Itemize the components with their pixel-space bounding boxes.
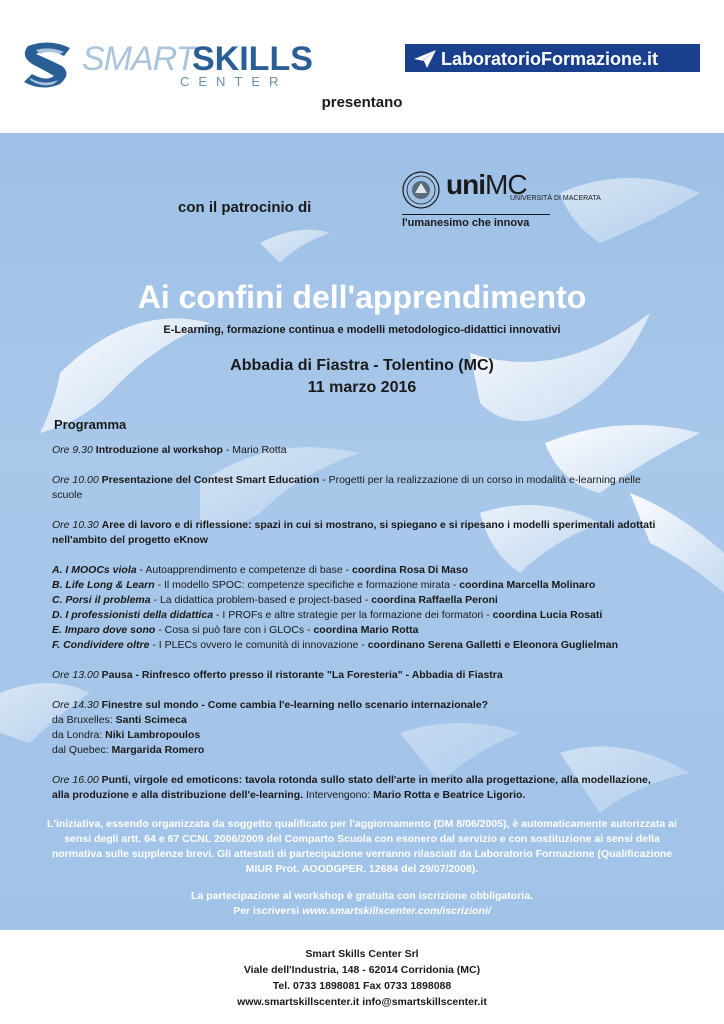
- program-rest: - Mario Rotta: [222, 444, 287, 456]
- speaker-name: Margarida Romero: [111, 744, 205, 756]
- speaker-name: Santi Scimeca: [115, 714, 187, 726]
- unimc-motto: l'umanesimo che innova: [402, 217, 530, 229]
- header: [0, 0, 724, 133]
- program-rest: - Progetti per la realizzazione di un corso in modalità e-learning nelle scuole: [52, 474, 641, 501]
- footer: [0, 930, 724, 1024]
- registration-prefix: Per iscriversi: [233, 905, 303, 917]
- ssc-center-text: CENTER: [180, 74, 288, 89]
- program-title: Finestre sul mondo - Come cambia l'e-learning nello scenario internazionale?: [101, 699, 489, 711]
- unimc-logo: [400, 169, 601, 233]
- registration-link-line: [40, 904, 684, 919]
- event-date: 11 marzo 2016: [307, 379, 417, 396]
- program-title: Presentazione del Contest Smart Education: [101, 474, 320, 486]
- footer-company: Smart Skills Center Srl: [305, 948, 419, 960]
- ssc-skills-text: SKILLS: [192, 40, 313, 78]
- workshop-desc: - Il modello SPOC: competenze specifiche e formazione mirata -: [154, 579, 460, 591]
- registration-notice: [40, 889, 684, 919]
- workshop-desc: - I PROFs e altre strategie per la formazione dei formatori -: [213, 609, 493, 621]
- workshop-code: B. Life Long & Learn: [52, 579, 155, 591]
- workshop-desc: - I PLECs ovvero le comunità di innovazione -: [149, 639, 368, 651]
- workshop-coord: coordinano Serena Galletti e Eleonora Guglielman: [367, 639, 619, 651]
- programma-heading: Programma: [54, 417, 127, 432]
- program-title: Aree di lavoro e di riflessione: spazi in cui si mostrano, si spiegano e si ripesano i modelli sperimentali adottati nell'ambito del progetto eKnow: [52, 519, 656, 546]
- workshop-coord: coordina Marcella Molinaro: [459, 579, 596, 591]
- program-time: Ore 10.30: [52, 519, 99, 531]
- paper-plane-icon: [413, 48, 437, 70]
- main-content: [0, 133, 724, 930]
- workshop-desc: - La didattica problem-based e project-based -: [150, 594, 372, 606]
- event-subtitle: E-Learning, formazione continua e modelli metodologico-didattici innovativi: [163, 324, 561, 336]
- footer-phone: Tel. 0733 1898081 Fax 0733 1898088: [272, 980, 452, 992]
- laboratorio-formazione-text: LaboratorioFormazione.it: [441, 49, 659, 69]
- speaker-row: [52, 728, 662, 743]
- program-time: Ore 14.30: [52, 699, 99, 711]
- workshop-row: [52, 563, 662, 578]
- program-time: Ore 13.00: [52, 669, 99, 681]
- unimc-name-light: MC: [485, 169, 527, 200]
- program-item-tavola: [52, 773, 662, 803]
- program-time: Ore 16.00: [52, 774, 99, 786]
- footer-address: Viale dell'Industria, 148 - 62014 Corridonia (MC): [243, 964, 481, 976]
- program-item: [52, 443, 662, 458]
- workshop-code: C. Porsi il problema: [52, 594, 151, 606]
- program-item-finestre: [52, 698, 662, 758]
- workshop-list: [52, 563, 662, 653]
- program-time: Ore 10.00: [52, 474, 99, 486]
- registration-line: La partecipazione al workshop è gratuita con iscrizione obbligatoria.: [191, 890, 533, 902]
- program-title: Punti, virgole ed emoticons: tavola rotonda sullo stato dell'arte in merito alla progettazione, alla modellazione, alla produzione e alla distribuzione dell'e-learning.: [52, 774, 651, 801]
- university-seal-icon: [402, 171, 440, 209]
- workshop-coord: coordina Mario Rotta: [313, 624, 419, 636]
- speaker-from: da Londra:: [52, 729, 106, 741]
- ssc-smart-text: SMART: [82, 40, 196, 78]
- unimc-subtitle: UNIVERSITÀ DI MACERATA: [510, 195, 601, 202]
- workshop-coord: coordina Rosa Di Maso: [352, 564, 469, 576]
- program-item: [52, 473, 662, 503]
- workshop-coord: coordina Raffaella Peroni: [371, 594, 498, 606]
- speaker-row: [52, 713, 662, 728]
- accreditation-notice: L'iniziativa, essendo organizzata da soggetto qualificato per l'aggiornamento (DM 8/06/2005), è automaticamente autorizzata ai sensi degli artt. 64 e 67 CCNL 2006/2009 del Comparto Scuola con esonero dal servizio e con sostituzione ai sensi della normativa sulle supplenze brevi. Gli attestati di partecipazione verranno rilasciati da Laboratorio Formazione (Qualificazione MIUR Prot. AOODGPER. 12684 del 29/07/2008).: [47, 818, 677, 875]
- workshop-desc: - Cosa si può fare con i GLOCs -: [155, 624, 314, 636]
- intervengono-names: Mario Rotta e Beatrice Ligorio.: [373, 789, 526, 801]
- unimc-name-bold: uni: [446, 169, 485, 200]
- workshop-row: [52, 593, 662, 608]
- workshop-code: E. Imparo dove sono: [52, 624, 156, 636]
- smartskills-logo-icon: [20, 40, 76, 90]
- program-title: Pausa - Rinfresco offerto presso il ristorante "La Foresteria" - Abbadia di Fiastra: [101, 669, 503, 681]
- footer-web[interactable]: www.smartskillscenter.it info@smartskillscenter.it: [237, 996, 487, 1008]
- workshop-code: F. Condividere oltre: [52, 639, 150, 651]
- workshop-row: [52, 608, 662, 623]
- program-list: [52, 443, 662, 818]
- unimc-divider: [402, 214, 550, 215]
- presentano-text: presentano: [321, 94, 403, 111]
- speaker-name: Niki Lambropoulos: [105, 729, 201, 741]
- event-place: Abbadia di Fiastra - Tolentino (MC): [230, 357, 494, 374]
- speaker-row: [52, 743, 662, 758]
- program-time: Ore 9.30: [52, 444, 93, 456]
- event-title: Ai confini dell'apprendimento: [137, 279, 587, 315]
- speaker-from: dal Quebec:: [52, 744, 112, 756]
- patrocinio-label: con il patrocinio di: [178, 199, 312, 216]
- workshop-row: [52, 578, 662, 593]
- speaker-from: da Bruxelles:: [52, 714, 116, 726]
- workshop-row: [52, 638, 662, 653]
- workshop-row: [52, 623, 662, 638]
- registration-link[interactable]: www.smartskillscenter.com/iscrizioni/: [302, 905, 491, 917]
- workshop-desc: - Autoapprendimento e competenze di base -: [136, 564, 352, 576]
- smart-skills-center-logo: [20, 40, 313, 90]
- program-item-pausa: [52, 668, 662, 683]
- program-title: Introduzione al workshop: [95, 444, 223, 456]
- workshop-code: A. I MOOCs viola: [52, 564, 137, 576]
- laboratorio-formazione-logo: [405, 44, 700, 72]
- program-item: [52, 518, 662, 548]
- intervengono-label: Intervengono:: [303, 789, 374, 801]
- workshop-code: D. I professionisti della didattica: [52, 609, 214, 621]
- workshop-coord: coordina Lucia Rosati: [492, 609, 603, 621]
